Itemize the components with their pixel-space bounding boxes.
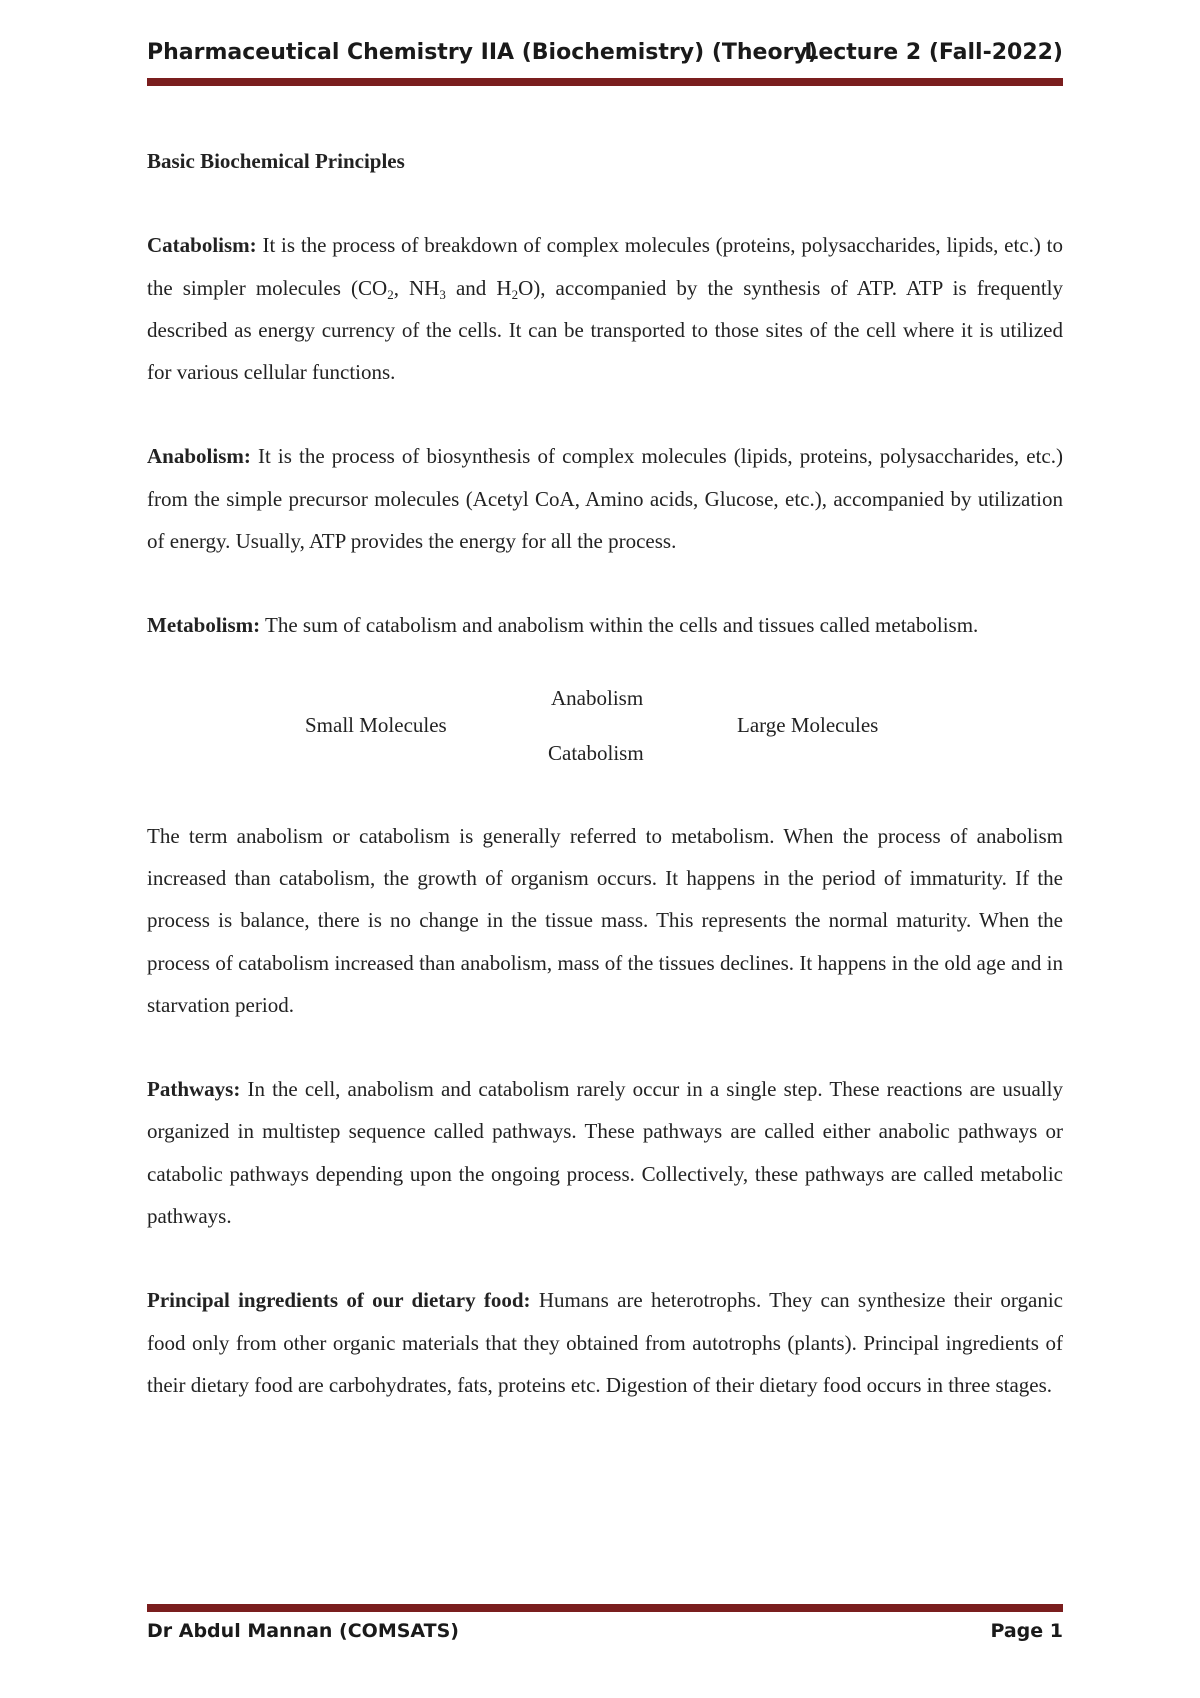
lecture-label: Lecture 2 (Fall-2022) — [804, 40, 1063, 65]
catabolism-paragraph — [147, 224, 1063, 393]
anabolism-paragraph — [147, 435, 1063, 562]
nh3-subscript: 3 — [439, 286, 446, 302]
page-header — [147, 40, 1063, 72]
header-rule — [147, 78, 1063, 86]
metabolism-diagram — [147, 675, 1063, 773]
h2o-subscript: 2 — [511, 286, 519, 302]
footer-rule — [147, 1604, 1063, 1612]
anabolism-text: It is the process of biosynthesis of complex molecules (lipids, proteins, polysaccharides, etc.) from the simple precursor molecules (Acetyl CoA, Amino acids, Glucose, etc.), accompanied by utilization of energy. Usually, ATP provides the energy for all the process. — [147, 444, 1063, 554]
metabolism-term: Metabolism: — [147, 613, 261, 638]
large-molecules-label: Large Molecules — [737, 712, 879, 737]
catabolism-term: Catabolism: — [147, 233, 257, 258]
page-title: Basic Biochemical Principles — [147, 149, 405, 173]
anabolism-term: Anabolism: — [147, 444, 251, 469]
dietary-term: Principal ingredients of our dietary food: — [147, 1288, 531, 1313]
dietary-text: Humans are heterotrophs. They can synthesize their organic food only from other organic materials that they obtained from autotrophs (plants). Principal ingredients of their dietary food are carbohydrates, fats, proteins etc. Digestion of their dietary food occurs in three stages. — [147, 1288, 1064, 1397]
pathways-term: Pathways: — [147, 1077, 241, 1102]
metabolism-text: The sum of catabolism and anabolism within the cells and tissues called metabolism. — [260, 613, 979, 638]
catabolism-text-2: , NH — [393, 275, 440, 300]
pathways-paragraph — [147, 1068, 1063, 1237]
course-title: Pharmaceutical Chemistry IIA (Biochemistry) (Theory) — [147, 40, 818, 65]
page-number: Page 1 — [990, 1620, 1063, 1642]
catabolism-text-4: O), accompanied by the synthesis of ATP. ATP is frequently described as energy currency of the cells. It can be transported to those sites of the cell where it is utilized for various cellular functions. — [147, 275, 1063, 385]
dietary-paragraph — [147, 1279, 1063, 1406]
anabolism-label: Anabolism — [551, 685, 644, 710]
co2-subscript: 2 — [387, 286, 394, 302]
document-body — [147, 140, 1063, 1406]
metabolism-paragraph — [147, 604, 1063, 646]
catabolism-text-1: It is the process of breakdown of complex molecules (proteins, polysaccharides, lipids, etc.) to the simpler molecules (CO — [147, 233, 1063, 300]
growth-paragraph: The term anabolism or catabolism is generally referred to metabolism. When the process of anabolism increased than catabolism, the growth of organism occurs. It happens in the period of immaturity. If the process is balance, there is no change in the tissue mass. This represents the normal maturity. When the process of catabolism increased than anabolism, mass of the tissues declines. It happens in the old age and in starvation period. — [147, 823, 1063, 1017]
pathways-text: In the cell, anabolism and catabolism rarely occur in a single step. These reactions are usually organized in multistep sequence called pathways. These pathways are called either anabolic pathways or catabolic pathways depending upon the ongoing process. Collectively, these pathways are called metabolic pathways. — [147, 1077, 1063, 1229]
small-molecules-label: Small Molecules — [305, 712, 447, 737]
catabolism-text-3: and H — [445, 275, 512, 300]
page-footer — [147, 1620, 1063, 1650]
author-label: Dr Abdul Mannan (COMSATS) — [147, 1620, 459, 1642]
catabolism-label: Catabolism — [548, 740, 644, 765]
